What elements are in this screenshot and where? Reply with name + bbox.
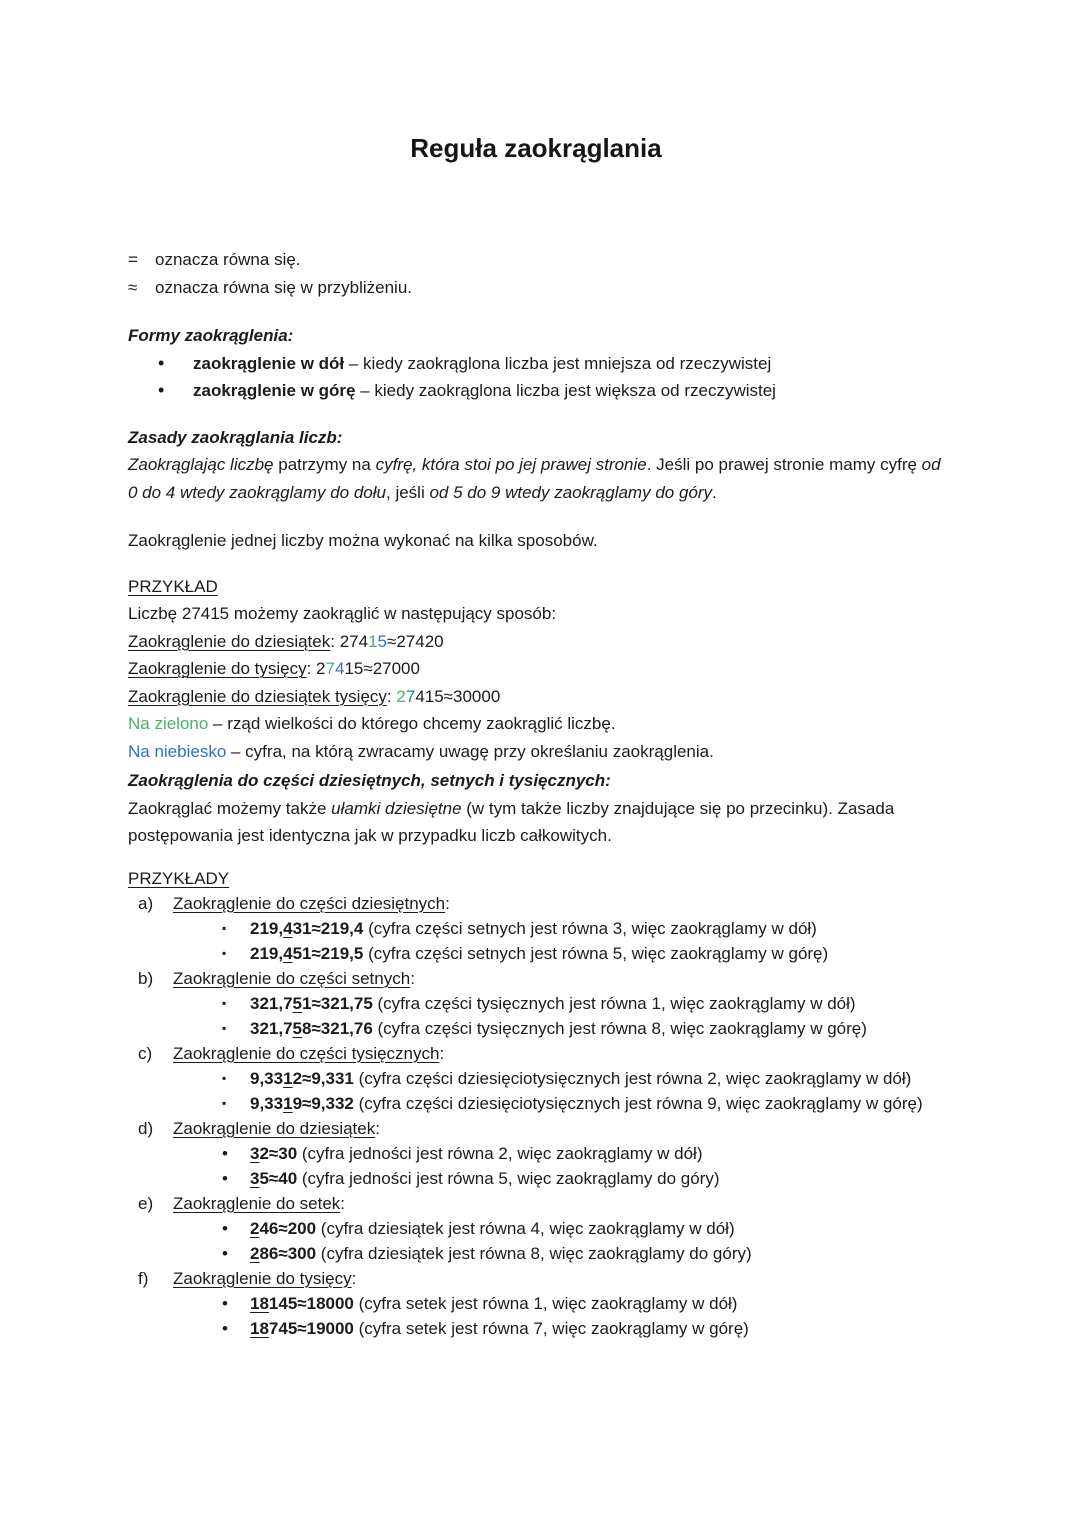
number-part: 5≈40	[259, 1168, 298, 1188]
example-number	[250, 994, 373, 1013]
colon: :	[330, 631, 340, 651]
rounding-forms-section	[128, 322, 944, 405]
equals-definition-row	[128, 246, 944, 274]
example-group-title: Zaokrąglenie do setek	[173, 1193, 341, 1213]
examples-heading: PRZYKŁADY	[128, 868, 230, 888]
number-part: 2≈30	[259, 1143, 298, 1163]
example-group-head	[128, 1116, 944, 1141]
example-group-title: Zaokrąglenie do części tysięcznych	[173, 1043, 440, 1063]
example-group-title: Zaokrąglenie do części setnych	[173, 968, 411, 988]
example-explanation: (cyfra części dziesięciotysięcznych jest równa 9, więc zaokrąglamy w górę)	[353, 1093, 923, 1113]
example-item	[128, 991, 944, 1016]
text-segment: (w tym także liczby znajdujące się po przecinku). Zasada postępowania jest identyczna jak w przypadku liczb całkowitych.	[128, 798, 895, 845]
rounding-up-definition	[193, 377, 944, 405]
decimal-rounding-heading: Zaokrąglenia do części dziesiętnych, setnych i tysięcznych:	[128, 771, 611, 790]
example-item-text	[250, 991, 944, 1016]
list-marker: b)	[138, 968, 154, 988]
example-group-head	[128, 1041, 944, 1066]
example-number	[250, 1244, 316, 1263]
colon: :	[375, 1118, 380, 1138]
square-bullet-icon: ▪	[222, 1095, 227, 1110]
disc-bullet-icon: •	[222, 1293, 228, 1313]
approx-symbol: ≈	[128, 277, 138, 297]
number-part: 2≈9,331	[292, 1068, 354, 1088]
rounding-up-term: zaokrąglenie w górę	[193, 381, 356, 400]
decimal-rounding-paragraph	[128, 795, 944, 850]
row-label: Zaokrąglenie do dziesiątek	[128, 631, 331, 651]
page-title: Reguła zaokrąglania	[410, 133, 662, 163]
example-group-a	[128, 891, 944, 966]
text-segment: od 5 do 9 wtedy zaokrąglamy do góry	[429, 482, 713, 502]
example-heading: PRZYKŁAD	[128, 576, 218, 596]
example-group-head	[128, 891, 944, 916]
number-part: 46≈200	[259, 1218, 317, 1238]
example-explanation: (cyfra części setnych jest równa 5, więc zaokrąglamy w górę)	[363, 943, 829, 963]
text-segment: cyfrę, która stoi po jej prawej stronie	[375, 455, 647, 474]
example-item-text	[250, 1066, 944, 1091]
example-group-title: Zaokrąglenie do dziesiątek	[173, 1118, 376, 1138]
example-item	[128, 1091, 944, 1116]
example-item-text	[250, 1291, 944, 1316]
disc-bullet-icon: •	[222, 1218, 228, 1238]
example-item	[128, 1316, 944, 1341]
underlined-digit: 18	[250, 1318, 269, 1338]
text-segment: , jeśli	[386, 482, 430, 502]
text-segment: . Jeśli po prawej stronie mamy cyfrę	[646, 455, 922, 474]
underlined-digit: 18	[250, 1293, 269, 1313]
example-group-title: Zaokrąglenie do tysięcy	[173, 1268, 352, 1288]
example-item-text	[250, 941, 944, 966]
number-blue-digit: 7	[405, 686, 416, 706]
example-group-title-row	[173, 1191, 944, 1216]
rounding-forms-heading: Formy zaokrąglenia:	[128, 326, 294, 345]
example-item	[128, 1166, 944, 1191]
disc-bullet-icon: •	[222, 1143, 228, 1163]
square-bullet-icon: ▪	[222, 1070, 227, 1085]
text-segment: Zaokrąglać możemy także	[128, 798, 332, 818]
example-item	[128, 1141, 944, 1166]
rounding-rules-section	[128, 424, 944, 507]
list-marker: d)	[138, 1118, 154, 1138]
colon: :	[439, 1043, 445, 1063]
colon: :	[340, 1193, 346, 1213]
legend-blue-row	[128, 738, 944, 766]
underlined-digit: 4	[283, 943, 293, 963]
example-item-text	[250, 1016, 944, 1041]
example-explanation: (cyfra jedności jest równa 2, więc zaokrąglamy w dół)	[297, 1143, 703, 1163]
underlined-digit: 5	[292, 993, 303, 1013]
rounding-down-term: zaokrąglenie w dół	[193, 353, 345, 373]
number-black: ≈27420	[387, 631, 444, 651]
example-group-d	[128, 1116, 944, 1191]
underlined-digit: 2	[250, 1243, 260, 1263]
example-group-title-row	[173, 1266, 944, 1291]
example-number	[250, 1169, 297, 1188]
number-green-digit: 2	[396, 686, 406, 706]
list-item	[128, 377, 944, 405]
example-group-e	[128, 1191, 944, 1266]
number-green-digit: 1	[368, 631, 378, 651]
number-part: 219,	[250, 918, 284, 938]
number-part: 9,33	[250, 1068, 284, 1088]
decimal-rounding-section	[128, 767, 944, 850]
example-item-text	[250, 1241, 944, 1266]
example-item	[128, 916, 944, 941]
approx-definition-text: oznacza równa się w przybliżeniu.	[155, 277, 413, 297]
example-item	[128, 1066, 944, 1091]
example-item-text	[250, 1141, 944, 1166]
colon: :	[410, 968, 415, 988]
example-row-tens	[128, 628, 944, 656]
example-group-head	[128, 1266, 944, 1291]
example-number	[250, 1144, 297, 1163]
legend-blue-label: Na niebiesko	[128, 741, 227, 761]
example-group-c	[128, 1041, 944, 1116]
rounding-down-definition	[193, 350, 944, 378]
example-number	[250, 1094, 354, 1113]
example-number	[250, 1069, 354, 1088]
equals-symbol: =	[128, 250, 138, 269]
example-number	[250, 1219, 316, 1238]
square-bullet-icon: ▪	[222, 1020, 227, 1035]
rounding-rules-paragraph	[128, 451, 944, 506]
example-explanation: (cyfra setek jest równa 1, więc zaokrąglamy w dół)	[353, 1293, 738, 1313]
number-part: 321,7	[250, 993, 293, 1013]
rounding-rules-heading: Zasady zaokrąglania liczb:	[128, 427, 343, 447]
colon: :	[306, 659, 317, 678]
example-row-thousands	[128, 655, 944, 683]
example-group-b	[128, 966, 944, 1041]
example-item-text	[250, 916, 944, 941]
example-group-title-row	[173, 891, 944, 916]
example-explanation: (cyfra setek jest równa 7, więc zaokrąglamy w górę)	[353, 1318, 749, 1338]
legend-green-label: Na zielono	[128, 714, 209, 733]
example-number	[250, 1319, 354, 1338]
colon: :	[445, 893, 450, 913]
underlined-digit: 1	[283, 1093, 293, 1113]
number-black: 274	[339, 631, 369, 651]
square-bullet-icon: ▪	[222, 945, 227, 960]
example-explanation: (cyfra dziesiątek jest równa 4, więc zaokrąglamy w dół)	[316, 1218, 735, 1238]
example-explanation: (cyfra części tysięcznych jest równa 8, więc zaokrąglamy w górę)	[372, 1018, 867, 1038]
number-part: 31≈219,4	[292, 918, 364, 938]
methods-note: Zaokrąglenie jednej liczby można wykonać na kilka sposobów.	[128, 531, 598, 550]
example-number	[250, 1019, 373, 1038]
rounding-up-text: – kiedy zaokrąglona liczba jest większa od rzeczywistej	[355, 381, 776, 400]
number-part: 219,	[250, 943, 284, 963]
example-item	[128, 1216, 944, 1241]
example-group-head	[128, 1191, 944, 1216]
list-marker: c)	[138, 1043, 153, 1063]
list-marker: a)	[138, 893, 154, 913]
disc-bullet-icon: •	[158, 352, 165, 373]
number-part: 9,33	[250, 1093, 284, 1113]
number-part: 8≈321,76	[302, 1018, 373, 1038]
example-item	[128, 1241, 944, 1266]
text-segment: ułamki dziesiętne	[331, 798, 462, 818]
equals-definition-text: oznacza równa się.	[155, 250, 301, 269]
underlined-digit: 3	[250, 1168, 260, 1188]
colon: :	[386, 686, 397, 706]
row-label: Zaokrąglenie do tysięcy	[128, 659, 307, 678]
underlined-digit: 2	[250, 1218, 260, 1238]
example-group-title-row	[173, 1041, 944, 1066]
example-explanation: (cyfra dziesiątek jest równa 8, więc zaokrąglamy do góry)	[316, 1243, 752, 1263]
legend-green-text: – rząd wielkości do którego chcemy zaokrąglić liczbę.	[208, 714, 616, 733]
underlined-digit: 1	[283, 1068, 293, 1088]
square-bullet-icon: ▪	[222, 995, 227, 1010]
number-part: 51≈219,5	[292, 943, 364, 963]
example-item-text	[250, 1216, 944, 1241]
example-intro: Liczbę 27415 możemy zaokrąglić w następujący sposób:	[128, 604, 557, 623]
number-black: 15≈27000	[344, 659, 420, 678]
disc-bullet-icon: •	[222, 1318, 228, 1338]
example-group-title-row	[173, 1116, 944, 1141]
example-item-text	[250, 1316, 944, 1341]
example-group-head	[128, 966, 944, 991]
underlined-digit: 3	[250, 1143, 260, 1163]
disc-bullet-icon: •	[222, 1243, 228, 1263]
number-blue-digit: 4	[334, 659, 345, 678]
example-section	[128, 573, 944, 766]
approx-definition-row	[128, 274, 944, 302]
symbol-definitions	[128, 246, 944, 301]
example-item	[128, 1291, 944, 1316]
example-explanation: (cyfra jedności jest równa 5, więc zaokrąglamy do góry)	[297, 1168, 720, 1188]
number-black: 2	[316, 659, 326, 678]
list-marker: f)	[138, 1268, 149, 1288]
example-number	[250, 919, 363, 938]
underlined-digit: 4	[283, 918, 293, 938]
example-item	[128, 941, 944, 966]
number-green-digit: 7	[325, 659, 335, 678]
disc-bullet-icon: •	[222, 1168, 228, 1188]
number-part: 745≈19000	[268, 1318, 354, 1338]
list-marker: e)	[138, 1193, 154, 1213]
example-item-text	[250, 1091, 944, 1116]
examples-section	[128, 866, 944, 1341]
example-number	[250, 1294, 354, 1313]
example-group-f	[128, 1266, 944, 1341]
example-item	[128, 1016, 944, 1041]
example-heading-row	[128, 573, 944, 601]
text-segment: .	[712, 482, 717, 502]
underlined-digit: 5	[292, 1018, 303, 1038]
examples-heading-row	[128, 866, 944, 891]
number-part: 9≈9,332	[292, 1093, 354, 1113]
number-part: 86≈300	[259, 1243, 317, 1263]
example-number	[250, 944, 363, 963]
list-item	[128, 350, 944, 378]
example-explanation: (cyfra części dziesięciotysięcznych jest równa 2, więc zaokrąglamy w dół)	[353, 1068, 912, 1088]
number-part: 1≈321,75	[302, 993, 373, 1013]
example-explanation: (cyfra części setnych jest równa 3, więc zaokrąglamy w dół)	[363, 918, 817, 938]
colon: :	[351, 1268, 357, 1288]
legend-blue-text: – cyfra, na którą zwracamy uwagę przy określaniu zaokrąglenia.	[226, 741, 714, 761]
example-group-title: Zaokrąglenie do części dziesiętnych	[173, 893, 446, 913]
text-segment: patrzymy na	[273, 455, 376, 474]
row-label: Zaokrąglenie do dziesiątek tysięcy	[128, 686, 387, 706]
number-black: 415≈30000	[415, 686, 501, 706]
example-row-tenthousands	[128, 683, 944, 711]
text-segment: Zaokrąglając liczbę	[128, 455, 274, 474]
number-part: 145≈18000	[268, 1293, 354, 1313]
legend-green-row	[128, 710, 944, 738]
disc-bullet-icon: •	[158, 380, 165, 400]
example-explanation: (cyfra części tysięcznych jest równa 1, więc zaokrąglamy w dół)	[372, 993, 856, 1013]
number-part: 321,7	[250, 1018, 293, 1038]
example-group-title-row	[173, 966, 944, 991]
text-segment: od 0 do 4 wtedy zaokrąglamy do dołu	[128, 455, 941, 502]
square-bullet-icon: ▪	[222, 920, 227, 935]
rounding-down-text: – kiedy zaokrąglona liczba jest mniejsza od rzeczywistej	[344, 353, 772, 373]
number-blue-digit: 5	[377, 631, 387, 651]
example-item-text	[250, 1166, 944, 1191]
